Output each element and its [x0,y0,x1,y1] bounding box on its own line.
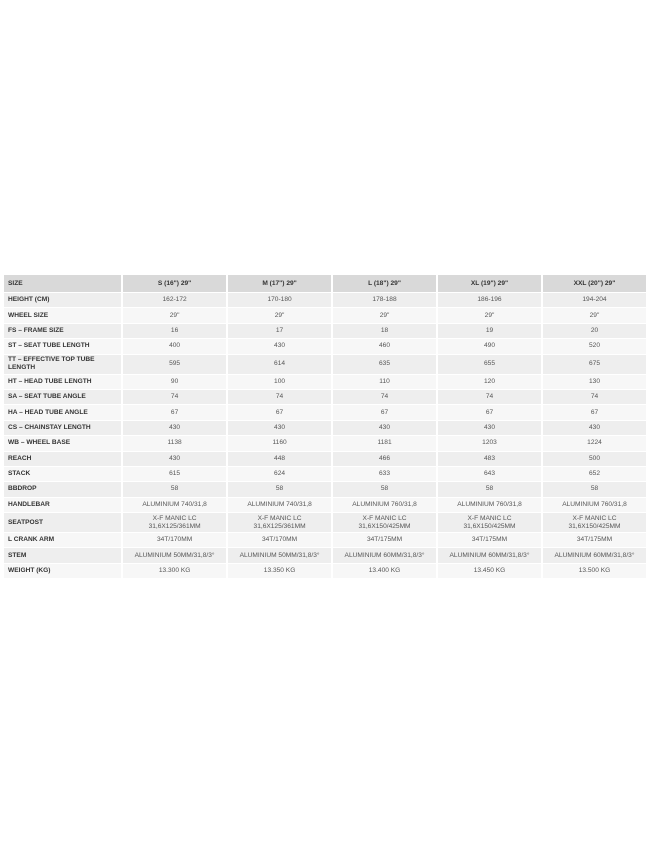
table-cell: ALUMINIUM 760/31,8 [438,498,541,512]
table-cell: 13.400 KG [333,564,436,578]
table-cell: 58 [333,482,436,496]
cell-line: X-F MANIC LC [257,514,302,522]
row-label: HT – HEAD TUBE LENGTH [4,375,121,389]
cell-line: 31,6X125/361MM [253,522,306,530]
table-cell: 34T/175MM [543,533,646,547]
table-row [4,421,646,435]
table-cell: 430 [228,339,331,353]
table-cell: 13.300 KG [123,564,226,578]
row-label: CS – CHAINSTAY LENGTH [4,421,121,435]
table-cell: 67 [228,405,331,419]
cell-line: X-F MANIC LC [572,514,617,522]
table-cell: 194-204 [543,293,646,307]
table-cell [228,513,331,532]
row-label: HA – HEAD TUBE ANGLE [4,405,121,419]
table-cell: 430 [123,421,226,435]
table-row [4,308,646,322]
table-cell: 67 [333,405,436,419]
table-row [4,436,646,450]
table-cell: 430 [228,421,331,435]
row-label: REACH [4,452,121,466]
table-body [4,293,646,578]
table-cell: 74 [543,390,646,404]
table-cell: 13.350 KG [228,564,331,578]
table-cell: 675 [543,355,646,374]
row-label: SEATPOST [4,513,121,532]
table-cell: ALUMINIUM 60MM/31,8/3° [438,548,541,562]
table-cell: 1224 [543,436,646,450]
table-row [4,482,646,496]
cell-line: X-F MANIC LC [152,514,197,522]
table-cell: 130 [543,375,646,389]
table-cell: ALUMINIUM 760/31,8 [543,498,646,512]
table-cell: 29" [543,308,646,322]
cell-line: X-F MANIC LC [467,514,512,522]
row-label: WEIGHT (KG) [4,564,121,578]
table-cell: 615 [123,467,226,481]
row-label: HANDLEBAR [4,498,121,512]
table-row [4,564,646,578]
table-cell: 58 [228,482,331,496]
size-header-xl: XL (19") 29" [438,275,541,292]
geometry-table [2,274,648,579]
table-cell: 448 [228,452,331,466]
table-cell: 18 [333,324,436,338]
table-cell: 16 [123,324,226,338]
table-cell: 67 [123,405,226,419]
table-cell: 633 [333,467,436,481]
table-cell: 655 [438,355,541,374]
table-cell: 1160 [228,436,331,450]
cell-line: X-F MANIC LC [362,514,407,522]
table-cell: 430 [333,421,436,435]
table-cell: 1138 [123,436,226,450]
table-cell: 13.450 KG [438,564,541,578]
table-cell: 400 [123,339,226,353]
table-cell: 120 [438,375,541,389]
row-label: STACK [4,467,121,481]
table-cell: 13.500 KG [543,564,646,578]
table-cell: 483 [438,452,541,466]
size-header-label: SIZE [4,275,121,292]
table-row [4,405,646,419]
header-row [4,275,646,292]
row-label: FS – FRAME SIZE [4,324,121,338]
table-cell: 1181 [333,436,436,450]
table-cell: 58 [438,482,541,496]
row-label: L CRANK ARM [4,533,121,547]
table-cell: 595 [123,355,226,374]
table-cell: 500 [543,452,646,466]
table-cell [333,513,436,532]
cell-line: 31,6X150/425MM [463,522,516,530]
table-cell: 162-172 [123,293,226,307]
table-row [4,452,646,466]
table-cell: 490 [438,339,541,353]
table-cell: 466 [333,452,436,466]
row-label: BBDROP [4,482,121,496]
table-cell: 178-188 [333,293,436,307]
row-label: WB – WHEEL BASE [4,436,121,450]
table-cell [123,513,226,532]
table-row [4,390,646,404]
row-label: TT – EFFECTIVE TOP TUBE LENGTH [4,355,121,374]
size-header-xxl: XXL (20") 29" [543,275,646,292]
table-cell: 29" [228,308,331,322]
table-cell: 643 [438,467,541,481]
table-cell: 110 [333,375,436,389]
table-row [4,513,646,532]
table-cell: 635 [333,355,436,374]
table-cell: 58 [123,482,226,496]
table-cell: 652 [543,467,646,481]
table-row [4,533,646,547]
table-cell: 74 [438,390,541,404]
table-row [4,548,646,562]
cell-line: 31,6X150/425MM [358,522,411,530]
size-header-s: S (16") 29" [123,275,226,292]
table-cell: ALUMINIUM 760/31,8 [333,498,436,512]
table-cell: 460 [333,339,436,353]
cell-line: 31,6X150/425MM [568,522,621,530]
table-cell: 20 [543,324,646,338]
table-cell: 34T/170MM [123,533,226,547]
table-row [4,355,646,374]
table-cell: 520 [543,339,646,353]
table-cell: 34T/175MM [438,533,541,547]
row-label: WHEEL SIZE [4,308,121,322]
table-cell: 29" [333,308,436,322]
table-cell: 624 [228,467,331,481]
table-cell: 29" [438,308,541,322]
table-row [4,467,646,481]
size-header-m: M (17") 29" [228,275,331,292]
size-header-l: L (18") 29" [333,275,436,292]
table-cell: 614 [228,355,331,374]
table-cell: 170-180 [228,293,331,307]
row-label: STEM [4,548,121,562]
table-cell: 430 [123,452,226,466]
table-cell [543,513,646,532]
table-cell: ALUMINIUM 740/31,8 [123,498,226,512]
table-cell: 17 [228,324,331,338]
table-cell: ALUMINIUM 60MM/31,8/3° [543,548,646,562]
table-cell: 74 [333,390,436,404]
table-cell: 74 [228,390,331,404]
table-cell: ALUMINIUM 50MM/31,8/3° [123,548,226,562]
table-cell: 67 [543,405,646,419]
table-row [4,293,646,307]
cell-line: 31,6X125/361MM [148,522,201,530]
table-cell: 430 [438,421,541,435]
table-cell: 58 [543,482,646,496]
table-cell: ALUMINIUM 60MM/31,8/3° [333,548,436,562]
table-cell: 19 [438,324,541,338]
table-cell: 90 [123,375,226,389]
table-row [4,498,646,512]
table-cell [438,513,541,532]
table-cell: 1203 [438,436,541,450]
table-row [4,375,646,389]
table-row [4,339,646,353]
table-cell: 74 [123,390,226,404]
table-cell: 34T/175MM [333,533,436,547]
table-cell: 29" [123,308,226,322]
table-cell: 100 [228,375,331,389]
table-cell: 34T/170MM [228,533,331,547]
table-row [4,324,646,338]
table-cell: 186-196 [438,293,541,307]
row-label: ST – SEAT TUBE LENGTH [4,339,121,353]
table-cell: 430 [543,421,646,435]
table-cell: ALUMINIUM 740/31,8 [228,498,331,512]
table-cell: ALUMINIUM 50MM/31,8/3° [228,548,331,562]
row-label: SA – SEAT TUBE ANGLE [4,390,121,404]
table-cell: 67 [438,405,541,419]
row-label: HEIGHT (CM) [4,293,121,307]
